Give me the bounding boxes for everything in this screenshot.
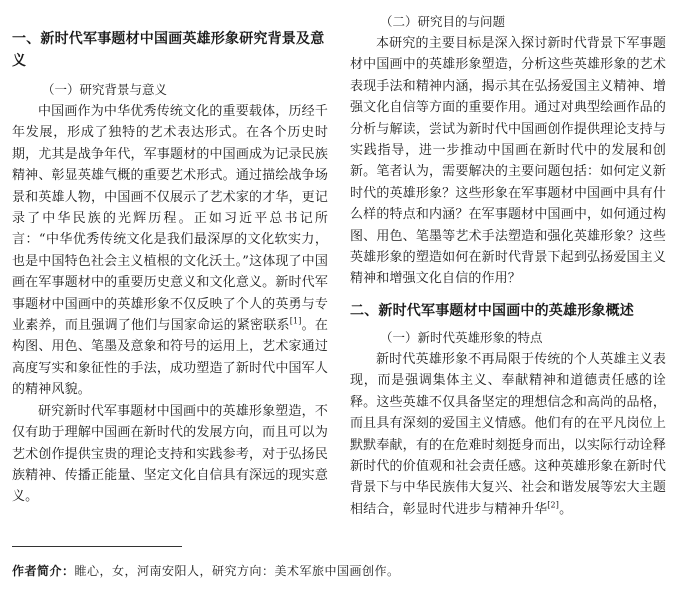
right-column: [350, 12, 666, 520]
footnote-text: 睢心，女，河南安阳人，研究方向：美术军旅中国画创作。: [74, 564, 400, 578]
paragraph-background: [12, 101, 328, 401]
paragraph-hero-traits: [350, 349, 666, 520]
paragraph-significance: 研究新时代军事题材中国画中的英雄形象塑造，不仅有助于理解中国画在新时代的发展方向，而且可以为艺术创作提供宝贵的理论支持和实践参考，对于弘扬民族精神、传播正能量、坚定文化自信具有深远的现实意义。: [12, 403, 328, 505]
subsection-heading-2-1: （一）新时代英雄形象的特点: [380, 329, 543, 345]
paragraph-text: 中国画作为中华优秀传统文化的重要载体，历经千年发展，形成了独特的艺术表达形式。在各个历史时期，尤其是战争年代，军事题材的中国画成为记录民族精神、彰显英雄气概的重要艺术形式。通过描绘战争场景和英雄人物，中国画不仅展示了艺术家的才华，更记录了中华民族的光辉历程。正如习近平总书记所言：“中华优秀传统文化是我们最深厚的文化软实力，也是中国特色社会主义植根的文化沃土。”这体现了中国画在军事题材中的重要历史意义和文化意义。新时代军事题材中国画中的英雄形象不仅反映了个人的英勇与专业素养，而且强调了他们与国家命运的紧密联系: [12, 104, 328, 334]
paragraph-text: 新时代英雄形象不再局限于传统的个人英雄主义表现，而是强调集体主义、奉献精神和道德责任感的诠释。这些英雄不仅具备坚定的理想信念和高尚的品格，而且具有深刻的爱国主义情感。他们有的在平凡岗位上默默奉献，有的在危难时刻挺身而出，以实际行动诠释新时代的价值观和社会责任感。这种英雄形象在新时代背景下与中华民族伟大复兴、社会和谐发展等宏大主题相结合，彰显时代进步与精神升华: [350, 351, 666, 517]
paragraph-text: 。: [559, 501, 573, 517]
footnote-divider: [12, 546, 182, 547]
citation-ref-1: [1]: [289, 316, 302, 326]
subsection-heading-1-2: （二）研究目的与问题: [380, 14, 506, 29]
author-footnote: [12, 562, 652, 580]
footnote-label: 作者简介：: [12, 564, 75, 578]
paragraph-purpose: 本研究的主要目标是深入探讨新时代背景下军事题材中国画中的英雄形象塑造，分析这些英雄形象的艺术表现手法和精神内涵，揭示其在弘扬爱国主义精神、增强文化自信等方面的重要作用。通过对典型绘画作品的分析与解读，尝试为新时代中国画创作提供理论支持与实践指导，进一步推动中国画在新时代中的发展和创新。笔者认为，需要解决的主要问题包括：如何定义新时代的英雄形象？这些形象在军事题材中国画中具有什么样的特点和内涵？在军事题材中国画中，如何通过构图、用色、笔墨等艺术手法塑造和强化英雄形象？这些英雄形象的塑造如何在新时代背景下起到弘扬爱国主义精神和增强文化自信的作用？: [350, 36, 666, 287]
left-column: [12, 28, 328, 508]
section-heading-1: 一、新时代军事题材中国画英雄形象研究背景及意义: [12, 31, 325, 69]
citation-ref-2: [2]: [547, 500, 560, 510]
section-heading-2: 二、新时代军事题材中国画中的英雄形象概述: [350, 302, 634, 319]
paragraph-text: 。在构图、用色、笔墨及意象和符号的运用上，艺术家通过高度写实和象征性的手法，成功塑造了新时代中国军人的精神风貌。: [12, 318, 328, 398]
subsection-heading-1-1: （一）研究背景与意义: [42, 82, 168, 97]
